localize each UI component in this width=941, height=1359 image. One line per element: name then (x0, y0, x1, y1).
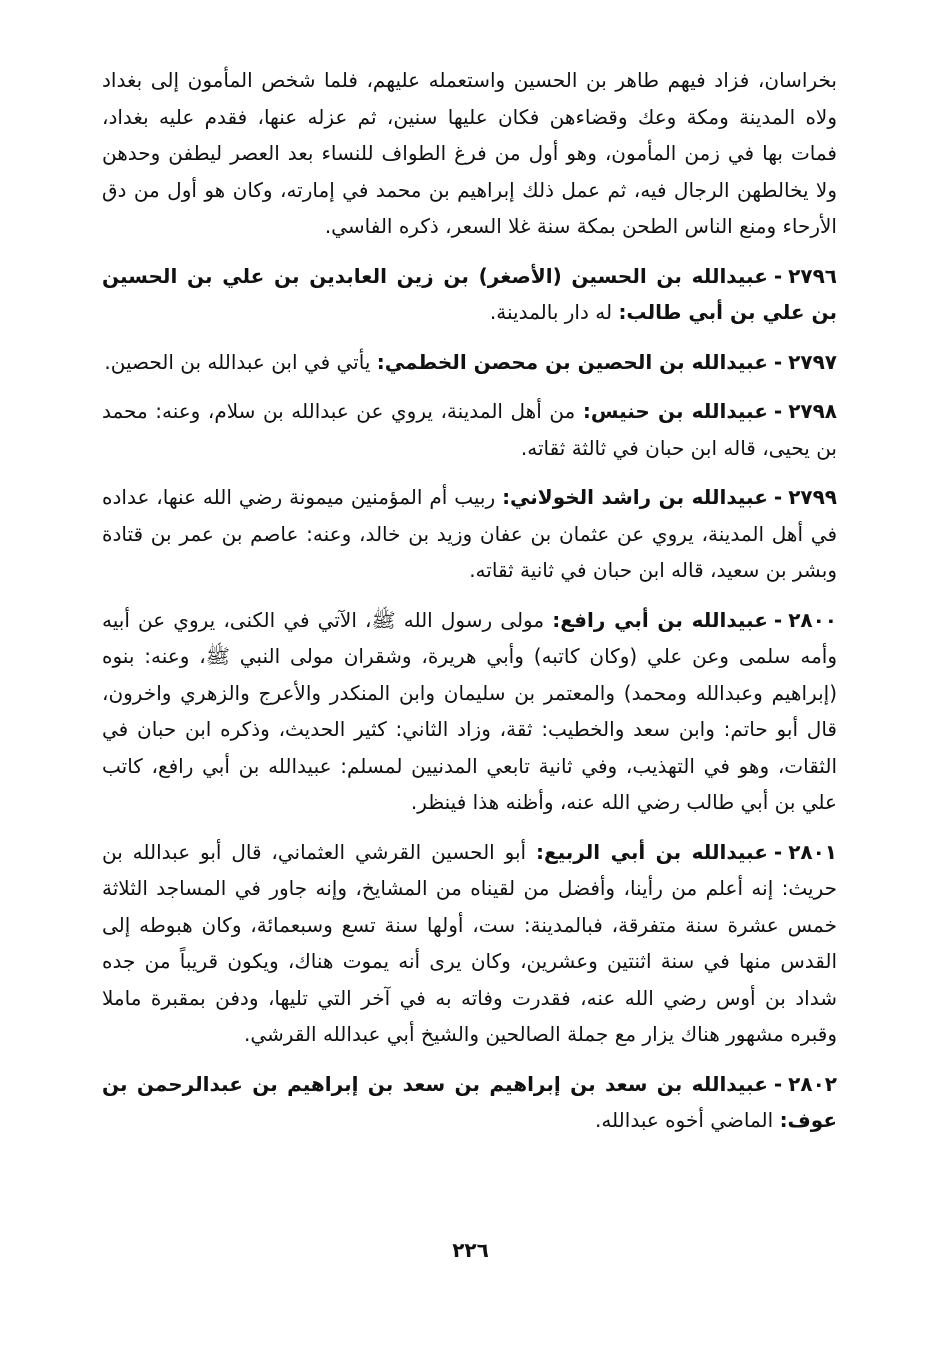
entry-dash: - (773, 399, 783, 423)
entry-dash: - (773, 1071, 783, 1096)
entry-number: ٢٧٩٧ (788, 349, 837, 374)
entry-dash: - (773, 485, 783, 509)
document-page (102, 62, 837, 1139)
entry-name: عبيدالله بن الحصين بن محصن الخطمي: (376, 349, 768, 374)
entry-text: مولى رسول الله ﷺ، الآتي في الكنى، يروي عن أبيه وأمه سلمى وعن علي (وكان كاتبه) وأبي هريرة، وشقران مولى النبي ﷺ، وعنه: بنوه (إبراهيم وعبدالله ومحمد) والمعتمر بن سليمان وابن المنكدر والأعرج والزهري واخرون، قال أبو حاتم: وابن سعد والخطيب: ثقة، وزاد الثاني: كثير الحديث، وذكره ابن حبان في الثقات، وهو في التهذيب، وفي ثانية تابعي المدنيين لمسلم: عبيدالله بن أبي رافع، كاتب علي بن أبي طالب رضي الله عنه، وأظنه هذا فينظر. (102, 607, 837, 814)
entry-dash: - (773, 839, 783, 864)
entry-2800 (102, 602, 837, 821)
entry-number: ٢٨٠١ (788, 839, 838, 864)
entry-dash: - (773, 607, 783, 632)
entry-name: عبيدالله بن أبي رافع: (552, 607, 768, 632)
entry-text: أبو الحسين القرشي العثماني، قال أبو عبدالله بن حريث: إنه أعلم من رأينا، وأفضل من لقيناه من المشايخ، وإنه جاور في المساجد الثلاثة خمس عشرة سنة متفرقة، فبالمدينة: ست، أولها سنة تسع وسبعمائة، وكان هبوطه إلى القدس منها في سنة اثنتين وعشرين، وكان يرى أنه يموت هناك، ويكون قريباً من جده شداد بن أوس رضي الله عنه، فقدرت وفاته به في آخر التي تليها، ودفن بمقبرة ماملا وقبره مشهور هناك يزار مع جملة الصالحين والشيخ أبي عبدالله القرشي. (102, 839, 837, 1046)
entry-name: عبيدالله بن سعد بن إبراهيم بن سعد بن إبراهيم بن عبدالرحمن بن عوف: (102, 1071, 837, 1132)
entry-name: عبيدالله بن حنيس: (582, 399, 768, 423)
entry-text: له دار بالمدينة. (489, 300, 613, 324)
entry-number: ٢٧٩٨ (788, 399, 838, 423)
entry-text: من أهل المدينة، يروي عن عبدالله بن سلام، وعنه: محمد بن يحيى، قاله ابن حبان في ثالثة ثقاته. (102, 399, 837, 460)
entry-2797 (102, 344, 837, 381)
page-number: ٢٢٦ (452, 1238, 489, 1262)
entry-text: ربيب أم المؤمنين ميمونة رضي الله عنها، عداده في أهل المدينة، يروي عن عثمان بن عفان وزيد بن خالد، وعنه: عاصم بن عمر بن قتادة وبشر بن سعيد، قاله ابن حبان في ثانية ثقاته. (102, 485, 837, 582)
entry-2802 (102, 1066, 837, 1139)
entry-2799 (102, 479, 837, 589)
entry-number: ٢٨٠٠ (788, 607, 838, 632)
entry-dash: - (773, 349, 783, 374)
entry-number: ٢٨٠٢ (788, 1071, 837, 1096)
entry-number: ٢٧٩٩ (788, 485, 838, 509)
entry-name: عبيدالله بن الحسين (الأصغر) بن زين العابدين بن علي بن الحسين بن علي بن أبي طالب: (102, 263, 837, 324)
entry-name: عبيدالله بن أبي الربيع: (535, 839, 768, 864)
entry-2798 (102, 393, 837, 466)
entry-2801 (102, 834, 837, 1053)
entry-dash: - (773, 263, 783, 288)
entry-text: الماضي أخوه عبدالله. (594, 1108, 774, 1132)
intro-paragraph: بخراسان، فزاد فيهم طاهر بن الحسين واستعمله عليهم، فلما شخص المأمون إلى بغداد ولاه المدينة ومكة وعك وقضاءهن فكان عليها سنين، ثم عزله عنها، فقدم عليه بغداد، فمات بها في زمن المأمون، وهو أول من فرغ الطواف للنساء بعد العصر ليطفن وحدهن ولا يخالطهن الرجال فيه، ثم عمل ذلك إبراهيم بن محمد في إمارته، وكان هو أول من دق الأرحاء ومنع الناس الطحن بمكة سنة غلا السعر، ذكره الفاسي. (102, 68, 837, 238)
entry-2796 (102, 258, 837, 331)
entry-number: ٢٧٩٦ (788, 263, 837, 288)
entry-text: يأتي في ابن عبدالله بن الحصين. (104, 349, 371, 374)
entry-name: عبيدالله بن راشد الخولاني: (502, 485, 768, 509)
